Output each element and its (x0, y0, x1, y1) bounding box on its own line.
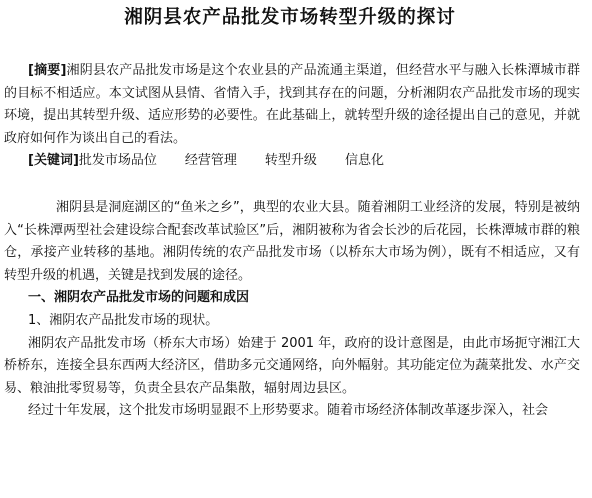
body-paragraph: 经过十年发展，这个批发市场明显跟不上形势要求。随着市场经济体制改革逐步深入，社会 (28, 403, 549, 419)
intro-paragraph: 湘阴县是洞庭湖区的“鱼米之乡”，典型的农业大县。随着湘阴工业经济的发展，特别是被纳入“长株潭两型社会建设综合配套改革试验区”后，湘阴被称为省会长沙的后花园，长株潭城市群的粮仓，承接产业转移的基地。湘阴传统的农产品批发市场（以桥东大市场为例），既有不相适应，又有转型升级的机遇，关键是找到发展的途径。 (4, 199, 580, 283)
subsection-heading: 1、湘阴农产品批发市场的现状。 (28, 312, 219, 328)
abstract-paragraph (0, 60, 580, 150)
abstract-label: [摘要] (28, 63, 67, 78)
document-title: 湘阴县农产品批发市场转型升级的探讨 (124, 7, 456, 28)
abstract-text: 湘阴县农产品批发市场是这个农业县的产品流通主渠道，但经营水平与融入长株潭城市群的目标不相适应。本文试图从县情、省情入手，找到其存在的问题，分析湘阴农产品批发市场的现实环境，提出其转型升级、适应形势的必要性。在此基础上，就转型升级的途径提出自己的意见，并就政府如何作为谈出自己的看法。 (4, 63, 580, 146)
section-heading: 一、湘阴农产品批发市场的问题和成因 (28, 290, 250, 306)
keyword-item: 批发市场品位 (78, 153, 157, 169)
keywords-label: [关键词] (28, 153, 79, 169)
keywords-line (0, 150, 580, 173)
document-page (0, 6, 592, 498)
keyword-item: 转型升级 (264, 153, 317, 169)
keyword-item: 经营管理 (184, 153, 237, 169)
body-paragraph: 湘阴农产品批发市场（桥东大市场）始建于 2001 年，政府的设计意图是，由此市场扼守湘江大桥桥东，连接全县东西两大经济区，借助多元交通网络，向外幅射。其功能定位为蔬菜批发、水产交易、粮油批零贸易等，负责全县农产品集散，辐射周边县区。 (4, 335, 580, 396)
keyword-item: 信息化 (344, 153, 384, 169)
